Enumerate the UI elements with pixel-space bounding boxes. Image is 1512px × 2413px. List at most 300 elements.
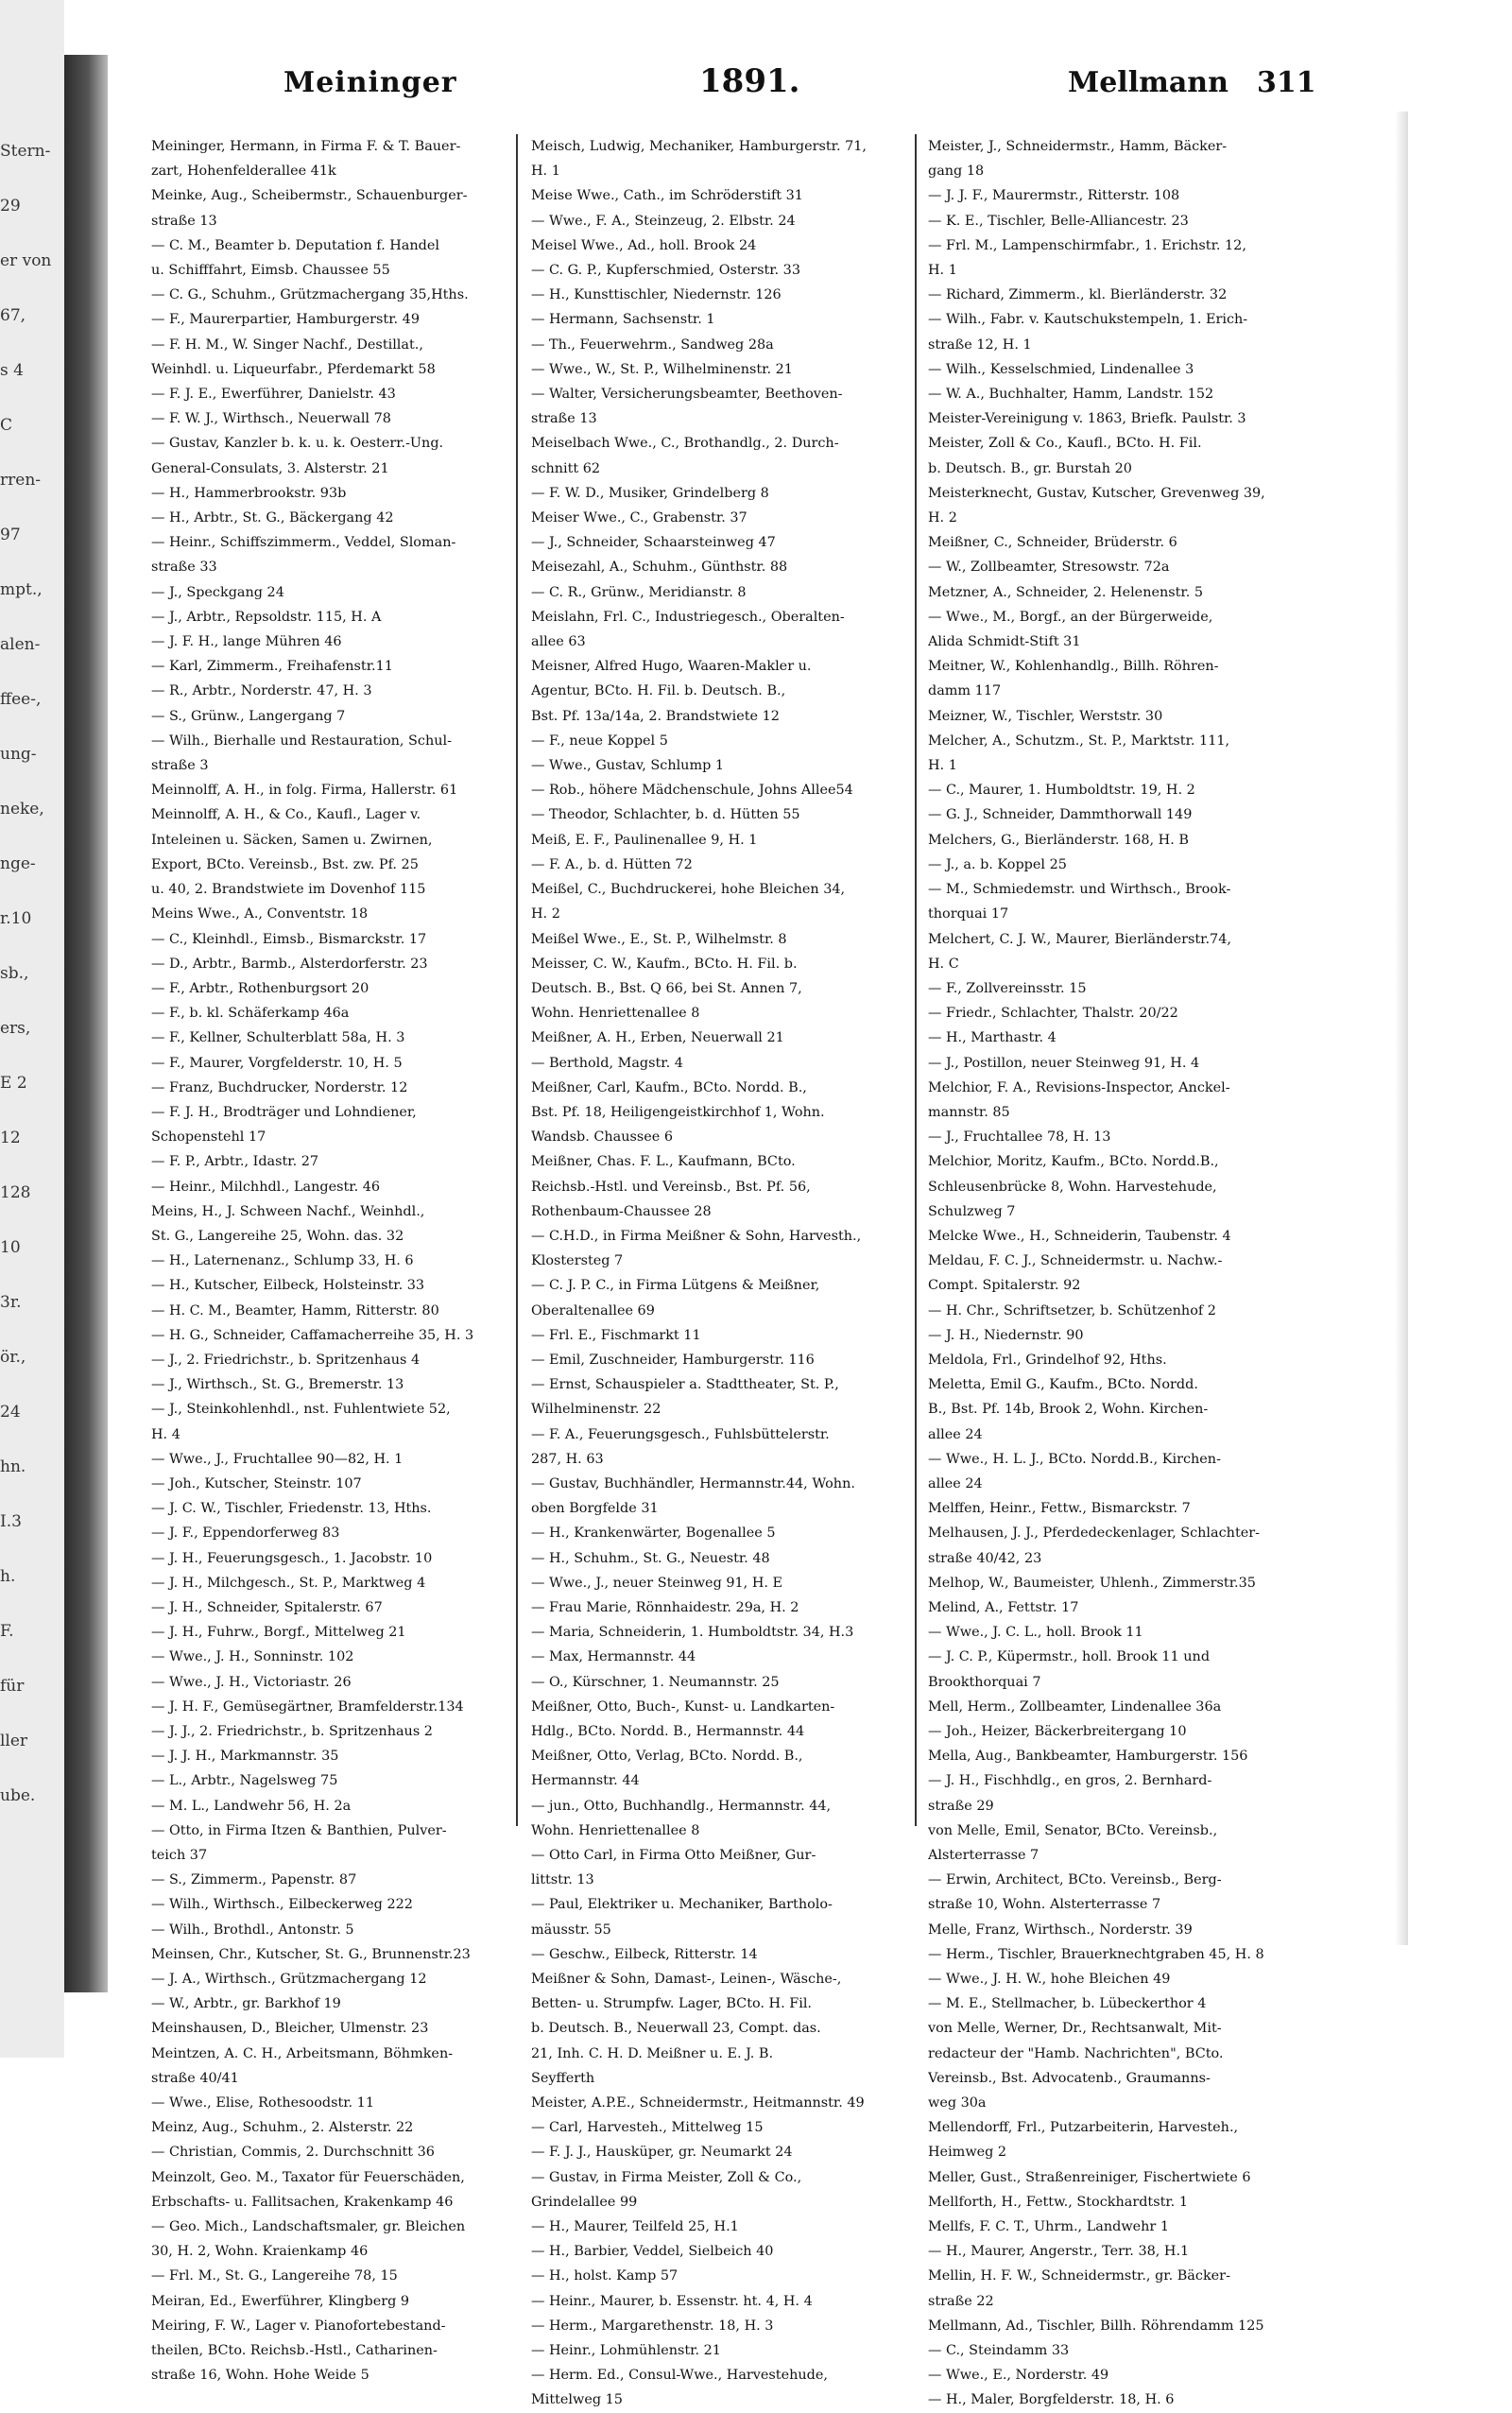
directory-entry-line: — C.H.D., in Firma Meißner & Sohn, Harvesth.,: [531, 1228, 862, 1244]
directory-entry-line: u. Schifffahrt, Eimsb. Chaussee 55: [151, 263, 390, 279]
directory-entry-line: — H., holst. Kamp 57: [531, 2268, 679, 2284]
directory-entry-line: H. 4: [151, 1426, 180, 1442]
directory-entry-line: — Carl, Harvesteh., Mittelweg 15: [531, 2120, 764, 2136]
directory-entry-line: — J. H., Fuhrw., Borgf., Mittelweg 21: [151, 1625, 406, 1641]
directory-entry-line: Meißner, Otto, Buch-, Kunst- u. Landkarten-: [531, 1698, 835, 1715]
directory-entry-line: Meininger, Hermann, in Firma F. & T. Bauer-: [151, 139, 461, 154]
directory-entry-line: — Geschw., Eilbeck, Ritterstr. 14: [531, 1946, 758, 1962]
directory-entry-line: Meislahn, Frl. C., Industriegesch., Oberalten-: [531, 609, 845, 625]
directory-entry-line: thorquai 17: [928, 906, 1009, 922]
directory-entry-line: straße 40/41: [151, 2070, 239, 2086]
directory-entry-line: Bst. Pf. 18, Heiligengeistkirchhof 1, Wohn.: [531, 1104, 825, 1120]
directory-entry-line: — Franz, Buchdrucker, Norderstr. 12: [151, 1079, 408, 1095]
directory-entry-line: — Frl. M., St. G., Langereihe 78, 15: [151, 2268, 398, 2284]
left-page-fragment: hn.: [0, 1457, 26, 1476]
directory-entry-line: Rothenbaum-Chaussee 28: [531, 1203, 712, 1219]
directory-entry-line: Meiselbach Wwe., C., Brothandlg., 2. Durch-: [531, 436, 839, 452]
directory-entry-line: — Wwe., Gustav, Schlump 1: [531, 758, 725, 774]
directory-entry-line: Mellendorff, Frl., Putzarbeiterin, Harvesteh.,: [928, 2120, 1239, 2136]
page-number: 311: [1257, 66, 1316, 99]
directory-entry-line: — O., Kürschner, 1. Neumannstr. 25: [531, 1674, 780, 1690]
directory-entry-line: gang 18: [928, 164, 985, 180]
directory-entry-line: — J. A., Wirthsch., Grützmachergang 12: [151, 1972, 427, 1988]
left-page-fragment: ller: [0, 1732, 28, 1750]
directory-entry-line: Seyfferth: [531, 2070, 595, 2086]
directory-entry-line: Meinz, Aug., Schuhm., 2. Alsterstr. 22: [151, 2120, 414, 2136]
directory-entry-line: littstr. 13: [531, 1872, 594, 1888]
column-divider: [516, 134, 518, 1826]
left-page-fragment: ffee-,: [0, 690, 42, 709]
column-divider: [915, 134, 917, 1826]
directory-entry-line: Meinnolff, A. H., in folg. Firma, Hallerstr. 61: [151, 783, 458, 799]
directory-entry-line: — H., Kunsttischler, Niedernstr. 126: [531, 287, 782, 303]
directory-entry-line: — J., Speckgang 24: [151, 584, 284, 600]
directory-entry-line: — C. R., Grünw., Meridianstr. 8: [531, 584, 747, 600]
directory-entry-line: Erbschafts- u. Fallitsachen, Krakenkamp 46: [151, 2194, 454, 2210]
directory-entry-line: — C. J. P. C., in Firma Lütgens & Meißner,: [531, 1278, 820, 1294]
directory-entry-line: straße 12, H. 1: [928, 336, 1032, 353]
directory-entry-line: straße 33: [151, 560, 217, 576]
directory-entry-line: straße 10, Wohn. Alsterterrasse 7: [928, 1897, 1161, 1913]
directory-entry-line: — Wwe., J. H. W., hohe Bleichen 49: [928, 1972, 1171, 1988]
directory-entry-line: — Otto, in Firma Itzen & Banthien, Pulver-: [151, 1822, 447, 1838]
page-edge-shadow: [1395, 112, 1408, 1945]
directory-entry-line: — Friedr., Schlachter, Thalstr. 20/22: [928, 1006, 1178, 1022]
directory-entry-line: Mellmann, Ad., Tischler, Billh. Röhrendamm 125: [928, 2318, 1264, 2334]
directory-entry-line: Mittelweg 15: [531, 2392, 623, 2408]
directory-entry-line: — J., 2. Friedrichstr., b. Spritzenhaus 4: [151, 1352, 421, 1368]
directory-entry-line: — jun., Otto, Buchhandlg., Hermannstr. 44,: [531, 1798, 832, 1814]
directory-entry-line: — Wwe., J., neuer Steinweg 91, H. E: [531, 1575, 783, 1591]
directory-entry-line: 21, Inh. C. H. D. Meißner u. E. J. B.: [531, 2045, 774, 2061]
directory-entry-line: — H., Krankenwärter, Bogenallee 5: [531, 1525, 776, 1542]
directory-entry-line: Meins Wwe., A., Conventstr. 18: [151, 906, 369, 922]
directory-entry-line: Melchert, C. J. W., Maurer, Bierländerstr.74,: [928, 931, 1231, 947]
directory-entry-line: straße 22: [928, 2293, 994, 2309]
directory-entry-line: oben Borgfelde 31: [531, 1501, 659, 1517]
left-page-fragment: ör.,: [0, 1348, 26, 1367]
left-page-fragment: r.10: [0, 909, 32, 928]
directory-entry-line: Melhop, W., Baumeister, Uhlenh., Zimmerstr.35: [928, 1575, 1256, 1591]
directory-entry-line: — F. H. M., W. Singer Nachf., Destillat.,: [151, 336, 423, 353]
directory-entry-line: Melcher, A., Schutzm., St. P., Marktstr. 111,: [928, 733, 1230, 749]
directory-entry-line: — F., Arbtr., Rothenburgsort 20: [151, 980, 369, 996]
directory-entry-line: — C., Maurer, 1. Humboldtstr. 19, H. 2: [928, 783, 1195, 799]
directory-entry-line: — Heinr., Schiffszimmerm., Veddel, Sloman-: [151, 535, 456, 551]
directory-entry-line: — H., Barbier, Veddel, Sielbeich 40: [531, 2244, 774, 2260]
directory-entry-line: — J. H., Niedernstr. 90: [928, 1327, 1084, 1343]
directory-entry-line: allee 63: [531, 634, 586, 650]
directory-entry-line: Meller, Gust., Straßenreiniger, Fischertwiete 6: [928, 2169, 1251, 2185]
left-page-fragment: ung-: [0, 745, 37, 764]
left-page-fragment: neke,: [0, 800, 44, 819]
directory-entry-line: — F., Maurerpartier, Hamburgerstr. 49: [151, 312, 420, 328]
directory-entry-line: — Walter, Versicherungsbeamter, Beethoven-: [531, 387, 843, 403]
directory-entry-line: Meintzen, A. C. H., Arbeitsmann, Böhmken-: [151, 2045, 454, 2061]
directory-entry-line: Meldola, Frl., Grindelhof 92, Hths.: [928, 1352, 1167, 1368]
directory-column-2: [531, 134, 902, 2413]
directory-entry-line: H. 2: [531, 906, 560, 922]
directory-entry-line: Wohn. Henriettenallee 8: [531, 1006, 700, 1022]
directory-entry-line: schnitt 62: [531, 460, 601, 476]
directory-entry-line: H. C: [928, 956, 959, 972]
directory-entry-line: — H., Schuhm., St. G., Neuestr. 48: [531, 1550, 770, 1566]
directory-entry-line: — F. A., b. d. Hütten 72: [531, 856, 693, 872]
directory-entry-line: Klostersteg 7: [531, 1253, 624, 1269]
directory-entry-line: Export, BCto. Vereinsb., Bst. zw. Pf. 25: [151, 856, 419, 872]
directory-entry-line: Meister, J., Schneidermstr., Hamm, Bäcker-: [928, 139, 1228, 154]
directory-entry-line: — Herm. Ed., Consul-Wwe., Harvestehude,: [531, 2368, 828, 2384]
left-page-fragment: sb.,: [0, 964, 29, 983]
directory-entry-line: — J., Schneider, Schaarsteinweg 47: [531, 535, 776, 551]
directory-entry-line: Inteleinen u. Säcken, Samen u. Zwirnen,: [151, 832, 433, 848]
directory-entry-line: B., Bst. Pf. 14b, Brook 2, Wohn. Kirchen-: [928, 1402, 1209, 1418]
directory-entry-line: Meisel Wwe., Ad., holl. Brook 24: [531, 237, 757, 253]
directory-entry-line: — Theodor, Schlachter, b. d. Hütten 55: [531, 807, 800, 823]
directory-entry-line: — Richard, Zimmerm., kl. Bierländerstr. 32: [928, 287, 1228, 303]
left-page-fragment: rren-: [0, 471, 42, 490]
left-page-fragment: 97: [0, 526, 21, 544]
directory-entry-line: — Paul, Elektriker u. Mechaniker, Bartholo-: [531, 1897, 833, 1913]
directory-entry-line: — Max, Hermannstr. 44: [531, 1649, 696, 1665]
directory-entry-line: — Heinr., Maurer, b. Essenstr. ht. 4, H. 4: [531, 2293, 813, 2309]
directory-entry-line: Melhausen, J. J., Pferdedeckenlager, Schlachter-: [928, 1525, 1260, 1542]
directory-entry-line: — W., Zollbeamter, Stresowstr. 72a: [928, 560, 1170, 576]
directory-entry-line: zart, Hohenfelderallee 41k: [151, 164, 336, 180]
directory-entry-line: — F., Zollvereinsstr. 15: [928, 980, 1087, 996]
directory-entry-line: Schleusenbrücke 8, Wohn. Harvestehude,: [928, 1179, 1217, 1195]
directory-entry-line: — H. Chr., Schriftsetzer, b. Schützenhof 2: [928, 1302, 1216, 1319]
directory-entry-line: Deutsch. B., Bst. Q 66, bei St. Annen 7,: [531, 980, 802, 996]
directory-entry-line: — Th., Feuerwehrm., Sandweg 28a: [531, 336, 774, 353]
directory-entry-line: — J. H., Fischhdlg., en gros, 2. Bernhard-: [928, 1773, 1212, 1789]
directory-entry-line: — F. J. J., Hausküper, gr. Neumarkt 24: [531, 2145, 793, 2161]
directory-entry-line: H. 1: [531, 164, 560, 180]
directory-entry-line: H. 1: [928, 263, 957, 279]
left-page-fragment: h.: [0, 1567, 16, 1586]
directory-entry-line: — Hermann, Sachsenstr. 1: [531, 312, 715, 328]
directory-entry-line: — J. C. P., Küpermstr., holl. Brook 11 und: [928, 1649, 1211, 1665]
directory-entry-line: — Wwe., Elise, Rothesoodstr. 11: [151, 2095, 374, 2111]
directory-entry-line: Oberaltenallee 69: [531, 1302, 655, 1319]
directory-entry-line: Meitner, W., Kohlenhandlg., Billh. Röhren-: [928, 659, 1219, 675]
directory-entry-line: — Frl. E., Fischmarkt 11: [531, 1327, 701, 1343]
directory-entry-line: Meißner, A. H., Erben, Neuerwall 21: [531, 1030, 784, 1046]
directory-entry-line: — C., Steindamm 33: [928, 2343, 1070, 2359]
directory-entry-line: — C., Kleinhdl., Eimsb., Bismarckstr. 17: [151, 931, 427, 947]
directory-entry-line: — Geo. Mich., Landschaftsmaler, gr. Bleichen: [151, 2219, 466, 2235]
directory-entry-line: Meiring, F. W., Lager v. Pianofortebestand-: [151, 2318, 446, 2334]
directory-entry-line: theilen, BCto. Reichsb.-Hstl., Catharinen-: [151, 2343, 438, 2359]
directory-entry-line: — Wwe., H. L. J., BCto. Nordd.B., Kirchen-: [928, 1451, 1221, 1467]
directory-entry-line: — H., Maurer, Teilfeld 25, H.1: [531, 2219, 739, 2235]
left-page-fragment: mpt.,: [0, 580, 43, 599]
header-year: 1891.: [699, 62, 800, 100]
directory-entry-line: Alida Schmidt-Stift 31: [928, 634, 1081, 650]
directory-entry-line: — Joh., Kutscher, Steinstr. 107: [151, 1475, 362, 1491]
directory-entry-line: Meinzolt, Geo. M., Taxator für Feuerschäden,: [151, 2169, 465, 2185]
directory-entry-line: — S., Zimmerm., Papenstr. 87: [151, 1872, 357, 1888]
left-page-fragment: 128: [0, 1183, 31, 1202]
directory-entry-line: Wohn. Henriettenallee 8: [531, 1822, 700, 1838]
directory-entry-line: Vereinsb., Bst. Advocatenb., Graumanns-: [928, 2070, 1211, 2086]
directory-entry-line: — Herm., Tischler, Brauerknechtgraben 45, H. 8: [928, 1946, 1264, 1962]
directory-entry-line: allee 24: [928, 1475, 983, 1491]
directory-entry-line: — H., Hammerbrookstr. 93b: [151, 485, 347, 501]
directory-entry-line: — Joh., Heizer, Bäckerbreitergang 10: [928, 1724, 1187, 1739]
directory-entry-line: — J. H., Feuerungsgesch., 1. Jacobstr. 10: [151, 1550, 433, 1566]
directory-entry-line: St. G., Langereihe 25, Wohn. das. 32: [151, 1228, 404, 1244]
directory-entry-line: straße 13: [151, 213, 217, 229]
directory-entry-line: — Wwe., E., Norderstr. 49: [928, 2368, 1109, 2384]
directory-entry-line: damm 117: [928, 683, 1002, 699]
directory-entry-line: — F. J. H., Brodträger und Lohndiener,: [151, 1104, 417, 1120]
directory-entry-line: Grindelallee 99: [531, 2194, 638, 2210]
directory-entry-line: — Wilh., Wirthsch., Eilbeckerweg 222: [151, 1897, 413, 1913]
directory-entry-line: mannstr. 85: [928, 1104, 1010, 1120]
directory-entry-line: — F. W. D., Musiker, Grindelberg 8: [531, 485, 769, 501]
directory-entry-line: H. 1: [928, 758, 957, 774]
directory-entry-line: Mella, Aug., Bankbeamter, Hamburgerstr. 156: [928, 1749, 1248, 1765]
directory-entry-line: — F. J. E., Ewerführer, Danielstr. 43: [151, 387, 396, 403]
directory-entry-line: — H., Maurer, Angerstr., Terr. 38, H.1: [928, 2244, 1190, 2260]
directory-entry-line: Meißner, Otto, Verlag, BCto. Nordd. B.,: [531, 1749, 803, 1765]
left-page-fragment: ers,: [0, 1019, 31, 1038]
directory-entry-line: b. Deutsch. B., Neuerwall 23, Compt. das.: [531, 2021, 821, 2037]
directory-entry-line: Meinshausen, D., Bleicher, Ulmenstr. 23: [151, 2021, 429, 2037]
directory-entry-line: — J. H. F., Gemüsegärtner, Bramfelderstr.134: [151, 1698, 464, 1715]
directory-entry-line: — H. G., Schneider, Caffamacherreihe 35, H. 3: [151, 1327, 474, 1343]
directory-entry-line: Melffen, Heinr., Fettw., Bismarckstr. 7: [928, 1501, 1191, 1517]
directory-entry-line: — Wilh., Kesselschmied, Lindenallee 3: [928, 361, 1194, 377]
directory-entry-line: von Melle, Werner, Dr., Rechtsanwalt, Mit-: [928, 2021, 1222, 2037]
left-page-fragment: 10: [0, 1238, 21, 1257]
directory-entry-line: Weinhdl. u. Liqueurfabr., Pferdemarkt 58: [151, 361, 436, 377]
directory-entry-line: — C. G. P., Kupferschmied, Osterstr. 33: [531, 263, 800, 279]
left-page-fragment: für: [0, 1677, 25, 1696]
directory-entry-line: — Wwe., F. A., Steinzeug, 2. Elbstr. 24: [531, 213, 796, 229]
directory-entry-line: Melle, Franz, Wirthsch., Norderstr. 39: [928, 1922, 1193, 1938]
directory-entry-line: — Gustav, Buchhändler, Hermannstr.44, Wohn.: [531, 1475, 855, 1491]
directory-entry-line: Meister, Zoll & Co., Kaufl., BCto. H. Fil.: [928, 436, 1202, 452]
directory-entry-line: — Herm., Margarethenstr. 18, H. 3: [531, 2318, 774, 2334]
directory-entry-line: Betten- u. Strumpfw. Lager, BCto. H. Fil.: [531, 1996, 812, 2012]
directory-entry-line: — W., Arbtr., gr. Barkhof 19: [151, 1996, 341, 2012]
directory-entry-line: — Wwe., J. H., Sonninstr. 102: [151, 1649, 354, 1665]
directory-entry-line: — C. G., Schuhm., Grützmachergang 35,Hths.: [151, 287, 469, 303]
directory-entry-line: Meisezahl, A., Schuhm., Günthstr. 88: [531, 560, 788, 576]
page-header: [274, 62, 1316, 104]
directory-entry-line: — Wilh., Fabr. v. Kautschukstempeln, 1. Erich-: [928, 312, 1248, 328]
directory-entry-line: — G. J., Schneider, Dammthorwall 149: [928, 807, 1193, 823]
directory-entry-line: von Melle, Emil, Senator, BCto. Vereinsb.,: [928, 1822, 1218, 1838]
directory-entry-line: General-Consulats, 3. Alsterstr. 21: [151, 460, 389, 476]
directory-entry-line: Meizner, W., Tischler, Werststr. 30: [928, 708, 1163, 724]
directory-entry-line: — Gustav, Kanzler b. k. u. k. Oesterr.-Ung.: [151, 436, 444, 452]
directory-entry-line: straße 16, Wohn. Hohe Weide 5: [151, 2368, 369, 2384]
directory-entry-line: — R., Arbtr., Norderstr. 47, H. 3: [151, 683, 372, 699]
directory-entry-line: Hdlg., BCto. Nordd. B., Hermannstr. 44: [531, 1724, 805, 1739]
directory-entry-line: — J., Arbtr., Repsoldstr. 115, H. A: [151, 609, 382, 625]
directory-entry-line: Melchior, Moritz, Kaufm., BCto. Nordd.B.,: [928, 1154, 1219, 1170]
directory-entry-line: Meisner, Alfred Hugo, Waaren-Makler u.: [531, 659, 812, 675]
directory-entry-line: 287, H. 63: [531, 1451, 604, 1467]
directory-entry-line: Meinsen, Chr., Kutscher, St. G., Brunnenstr.23: [151, 1946, 471, 1962]
directory-entry-line: Meißel, C., Buchdruckerei, hohe Bleichen 34,: [531, 882, 846, 898]
directory-entry-line: — Wilh., Brothdl., Antonstr. 5: [151, 1922, 354, 1938]
directory-entry-line: — J. F., Eppendorferweg 83: [151, 1525, 340, 1542]
directory-entry-line: — H., Kutscher, Eilbeck, Holsteinstr. 33: [151, 1278, 425, 1294]
left-page-fragment: I.3: [0, 1512, 22, 1531]
directory-entry-line: — H., Maler, Borgfelderstr. 18, H. 6: [928, 2392, 1175, 2408]
left-page-fragment: nge-: [0, 854, 36, 873]
directory-entry-line: Wandsb. Chaussee 6: [531, 1129, 674, 1146]
directory-entry-line: Melind, A., Fettstr. 17: [928, 1599, 1079, 1615]
header-running-title-left: Meininger: [284, 66, 457, 99]
directory-entry-line: — H., Laternenanz., Schlump 33, H. 6: [151, 1253, 414, 1269]
directory-entry-line: b. Deutsch. B., gr. Burstah 20: [928, 460, 1132, 476]
directory-entry-line: — Heinr., Milchhdl., Langestr. 46: [151, 1179, 381, 1195]
directory-entry-line: Melcke Wwe., H., Schneiderin, Taubenstr. 4: [928, 1228, 1231, 1244]
directory-entry-line: — J. J. F., Maurermstr., Ritterstr. 108: [928, 188, 1180, 204]
left-page-fragment: 24: [0, 1403, 21, 1422]
directory-entry-line: — J. J., 2. Friedrichstr., b. Spritzenhaus 2: [151, 1724, 433, 1739]
directory-entry-line: allee 24: [928, 1426, 983, 1442]
left-page-fragment: C: [0, 416, 13, 435]
directory-entry-line: Meister, A.P.E., Schneidermstr., Heitmannstr. 49: [531, 2095, 865, 2111]
directory-entry-line: Schulzweg 7: [928, 1203, 1016, 1219]
directory-entry-line: — H. C. M., Beamter, Hamm, Ritterstr. 80: [151, 1302, 439, 1319]
directory-entry-line: — H., Marthastr. 4: [928, 1030, 1057, 1046]
directory-entry-line: — M. L., Landwehr 56, H. 2a: [151, 1798, 352, 1814]
directory-entry-line: — M., Schmiedemstr. und Wirthsch., Brook-: [928, 882, 1231, 898]
directory-column-1: [151, 134, 501, 2387]
left-page-fragment: ube.: [0, 1786, 36, 1805]
directory-entry-line: — Frau Marie, Rönnhaidestr. 29a, H. 2: [531, 1599, 799, 1615]
left-page-fragment: 67,: [0, 306, 26, 325]
left-page-fragment: 29: [0, 197, 21, 215]
left-page-fragment: 12: [0, 1129, 21, 1147]
directory-entry-line: Meisch, Ludwig, Mechaniker, Hamburgerstr. 71,: [531, 139, 867, 154]
directory-entry-line: Mell, Herm., Zollbeamter, Lindenallee 36a: [928, 1698, 1222, 1715]
directory-entry-line: — J., Steinkohlenhdl., nst. Fuhlentwiete 52,: [151, 1402, 451, 1418]
directory-entry-line: teich 37: [151, 1848, 208, 1864]
header-running-title-right: Mellmann: [1068, 66, 1228, 99]
left-page-fragment: Stern-: [0, 142, 51, 161]
directory-entry-line: Wilhelminenstr. 22: [531, 1402, 662, 1418]
directory-entry-line: — F. P., Arbtr., Idastr. 27: [151, 1154, 319, 1170]
directory-entry-line: — J., Fruchtallee 78, H. 13: [928, 1129, 1111, 1146]
directory-entry-line: — Frl. M., Lampenschirmfabr., 1. Erichstr. 12,: [928, 237, 1246, 253]
left-page-fragment: 3r.: [0, 1293, 22, 1312]
directory-entry-line: redacteur der "Hamb. Nachrichten", BCto.: [928, 2045, 1224, 2061]
directory-entry-line: — J., Postillon, neuer Steinweg 91, H. 4: [928, 1055, 1200, 1071]
directory-entry-line: 30, H. 2, Wohn. Kraienkamp 46: [151, 2244, 369, 2260]
directory-entry-line: straße 3: [151, 758, 209, 774]
directory-entry-line: — Wilh., Bierhalle und Restauration, Schul-: [151, 733, 452, 749]
left-page-fragment: er von: [0, 251, 52, 270]
directory-entry-line: — H., Arbtr., St. G., Bäckergang 42: [151, 510, 394, 526]
directory-entry-line: — Berthold, Magstr. 4: [531, 1055, 683, 1071]
directory-entry-line: Compt. Spitalerstr. 92: [928, 1278, 1081, 1294]
directory-entry-line: — F., neue Koppel 5: [531, 733, 668, 749]
directory-entry-line: Meiran, Ed., Ewerführer, Klingberg 9: [151, 2293, 410, 2309]
directory-entry-line: — J. H., Milchgesch., St. P., Marktweg 4: [151, 1575, 426, 1591]
directory-entry-line: Hermannstr. 44: [531, 1773, 640, 1789]
directory-entry-line: Meisterknecht, Gustav, Kutscher, Grevenweg 39,: [928, 485, 1265, 501]
directory-entry-line: Brookthorquai 7: [928, 1674, 1041, 1690]
directory-entry-line: — F., Kellner, Schulterblatt 58a, H. 3: [151, 1030, 405, 1046]
directory-entry-line: Meißel Wwe., E., St. P., Wilhelmstr. 8: [531, 931, 787, 947]
directory-entry-line: mäusstr. 55: [531, 1922, 611, 1938]
directory-entry-line: — Erwin, Architect, BCto. Vereinsb., Berg-: [928, 1872, 1222, 1888]
directory-entry-line: — Emil, Zuschneider, Hamburgerstr. 116: [531, 1352, 815, 1368]
directory-entry-line: Mellin, H. F. W., Schneidermstr., gr. Bäcker-: [928, 2268, 1230, 2284]
directory-entry-line: — J. J. H., Markmannstr. 35: [151, 1749, 339, 1765]
directory-entry-line: Meinnolff, A. H., & Co., Kaufl., Lager v.: [151, 807, 421, 823]
directory-entry-line: Meisser, C. W., Kaufm., BCto. H. Fil. b.: [531, 956, 798, 972]
directory-entry-line: — Christian, Commis, 2. Durchschnitt 36: [151, 2145, 435, 2161]
directory-entry-line: H. 2: [928, 510, 957, 526]
directory-entry-line: Meißner, C., Schneider, Brüderstr. 6: [928, 535, 1177, 551]
directory-entry-line: — Otto Carl, in Firma Otto Meißner, Gur-: [531, 1848, 816, 1864]
directory-entry-line: — Gustav, in Firma Meister, Zoll & Co.,: [531, 2169, 802, 2185]
directory-entry-line: — K. E., Tischler, Belle-Alliancestr. 23: [928, 213, 1189, 229]
directory-entry-line: — J. F. H., lange Mühren 46: [151, 634, 342, 650]
directory-entry-line: Agentur, BCto. H. Fil. b. Deutsch. B.,: [531, 683, 786, 699]
directory-entry-line: — J., Wirthsch., St. G., Bremerstr. 13: [151, 1377, 404, 1393]
directory-entry-line: Melchior, F. A., Revisions-Inspector, Anckel-: [928, 1079, 1230, 1095]
directory-entry-line: Heimweg 2: [928, 2145, 1007, 2161]
directory-entry-line: Meldau, F. C. J., Schneidermstr. u. Nachw.-: [928, 1253, 1223, 1269]
directory-entry-line: Meletta, Emil G., Kaufm., BCto. Nordd.: [928, 1377, 1198, 1393]
directory-entry-line: — W. A., Buchhalter, Hamm, Landstr. 152: [928, 387, 1214, 403]
directory-entry-line: — C. M., Beamter b. Deputation f. Handel: [151, 237, 439, 253]
directory-entry-line: — J. H., Schneider, Spitalerstr. 67: [151, 1599, 383, 1615]
directory-entry-line: Meiser Wwe., C., Grabenstr. 37: [531, 510, 747, 526]
directory-entry-line: — Wwe., W., St. P., Wilhelminenstr. 21: [531, 361, 793, 377]
directory-entry-line: — F., b. kl. Schäferkamp 46a: [151, 1006, 350, 1022]
directory-entry-line: Alsterterrasse 7: [928, 1848, 1040, 1864]
directory-column-3: [928, 134, 1298, 2413]
directory-entry-line: Metzner, A., Schneider, 2. Helenenstr. 5: [928, 584, 1204, 600]
directory-entry-line: — M. E., Stellmacher, b. Lübeckerthor 4: [928, 1996, 1207, 2012]
directory-entry-line: — L., Arbtr., Nagelsweg 75: [151, 1773, 338, 1789]
directory-entry-line: — Wwe., J. H., Victoriastr. 26: [151, 1674, 352, 1690]
directory-entry-line: — Wwe., M., Borgf., an der Bürgerweide,: [928, 609, 1213, 625]
directory-entry-line: — S., Grünw., Langergang 7: [151, 708, 346, 724]
directory-entry-line: — F., Maurer, Vorgfelderstr. 10, H. 5: [151, 1055, 403, 1071]
directory-entry-line: — Ernst, Schauspieler a. Stadttheater, St. P.,: [531, 1377, 839, 1393]
directory-entry-line: — Rob., höhere Mädchenschule, Johns Allee54: [531, 783, 853, 799]
directory-entry-line: — D., Arbtr., Barmb., Alsterdorferstr. 23: [151, 956, 428, 972]
directory-entry-line: weg 30a: [928, 2095, 987, 2111]
left-page-fragment: alen-: [0, 635, 41, 654]
left-page-fragment: F.: [0, 1622, 14, 1641]
left-page-edge: [0, 0, 64, 2058]
directory-entry-line: — Karl, Zimmerm., Freihafenstr.11: [151, 659, 393, 675]
directory-entry-line: straße 29: [928, 1798, 994, 1814]
directory-entry-line: Bst. Pf. 13a/14a, 2. Brandstwiete 12: [531, 708, 780, 724]
directory-entry-line: — Heinr., Lohmühlenstr. 21: [531, 2343, 721, 2359]
directory-entry-line: — Wwe., J. C. L., holl. Brook 11: [928, 1625, 1143, 1641]
directory-entry-line: Meister-Vereinigung v. 1863, Briefk. Paulstr. 3: [928, 411, 1246, 427]
directory-entry-line: — Wwe., J., Fruchtallee 90—82, H. 1: [151, 1451, 404, 1467]
directory-entry-line: — Maria, Schneiderin, 1. Humboldtstr. 34, H.3: [531, 1625, 854, 1641]
directory-entry-line: — F. A., Feuerungsgesch., Fuhlsbüttelerstr.: [531, 1426, 830, 1442]
directory-entry-line: u. 40, 2. Brandstwiete im Dovenhof 115: [151, 882, 426, 898]
directory-entry-line: Meißner & Sohn, Damast-, Leinen-, Wäsche-,: [531, 1972, 842, 1988]
